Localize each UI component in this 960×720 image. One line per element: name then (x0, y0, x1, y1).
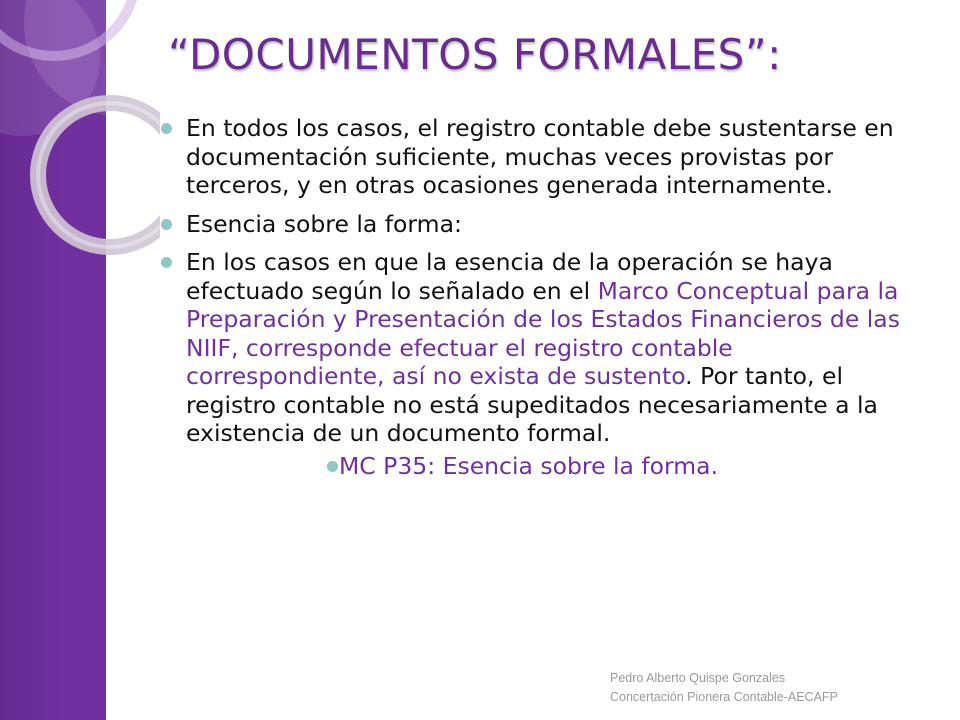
bullet-item-casos (160, 248, 908, 480)
bullet-list (160, 114, 908, 490)
bullet-item-esencia (160, 210, 908, 239)
bullet-text: En todos los casos, el registro contable debe sustentarse en documentación suficiente, muchas veces provistas por terceros, y en otras ocasiones generada internamente. (186, 114, 894, 199)
bullet-text-before: En los casos en que la esencia de la operación se haya efectuado según lo señalado en el (186, 248, 833, 305)
decorative-rings-icon (0, 0, 160, 300)
bullet-text: Esencia sobre la forma: (186, 209, 462, 238)
bullet-text-after: . Por tanto, el registro contable no está supeditados necesariamente a la existencia de un documento formal. (186, 362, 878, 447)
page-title: “DOCUMENTOS FORMALES”: (168, 30, 782, 79)
footer-author: Pedro Alberto Quispe Gonzales (610, 671, 786, 685)
bullet-dot-icon (161, 123, 172, 134)
bullet-dot-icon (161, 219, 172, 230)
bullet-item-documentacion (160, 114, 908, 200)
bullet-dot-icon (327, 461, 338, 472)
sub-bullet-text: MC P35: Esencia sobre la forma. (339, 451, 719, 480)
footer (610, 669, 940, 707)
sub-bullet-item (186, 452, 908, 481)
bullet-dot-icon (161, 257, 172, 268)
footer-organization: Concertación Pionera Contable-AECAFP (610, 690, 838, 704)
bullet-highlight-text: Marco Conceptual para la Preparación y Presentación de los Estados Financieros de las NIIF, corresponde efectuar el registro contable correspondiente, así no exista de sustento (186, 276, 900, 390)
